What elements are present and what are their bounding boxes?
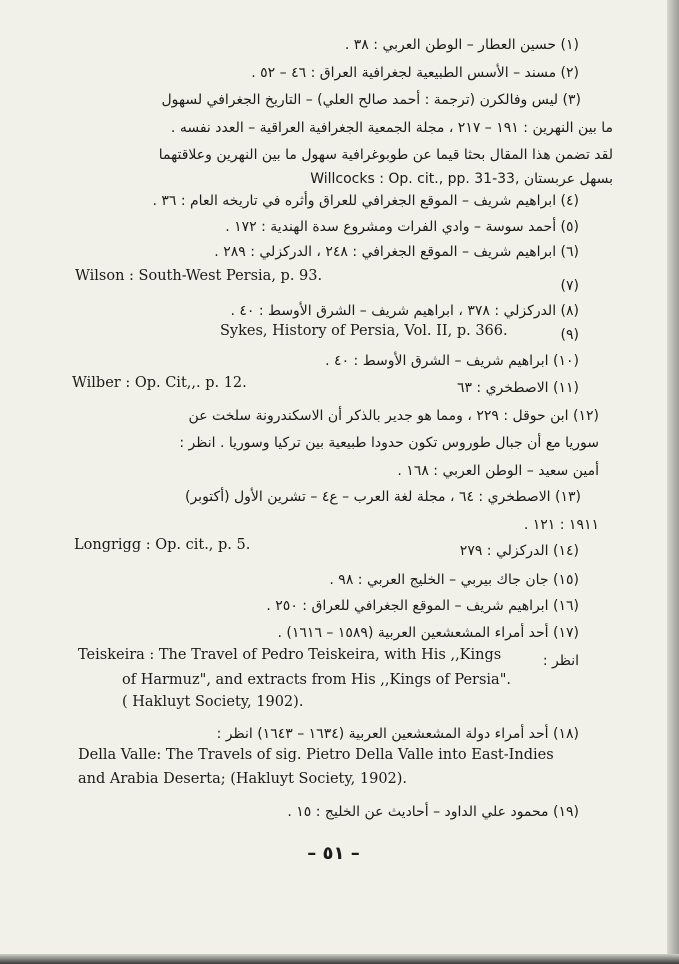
footnote-11-reference: Wilber : Op. Cit,,. p. 12. (72, 375, 247, 391)
footnote-6: (٦) ابراهيم شريف – الموقع الجغرافي : ٢٤٨ ، الدركزلي : ٢٨٩ . (214, 244, 579, 260)
footnote-4: (٤) ابراهيم شريف – الموقع الجغرافي للعراق وأثره في تاريخه العام : ٣٦ . (152, 193, 579, 209)
page-edge-shadow (667, 0, 679, 964)
footnote-2: (٢) مسند – الأسس الطبيعية لجغرافية العراق : ٤٦ – ٥٢ . (251, 65, 579, 81)
footnote-14-reference: Longrigg : Op. cit., p. 5. (74, 537, 251, 553)
page-bottom-shadow (0, 954, 679, 964)
footnote-9-number: (٩) (560, 327, 579, 343)
footnote-12-line-2: سوريا مع أن جبال طوروس تكون حدودا طبيعية بين تركيا وسوريا . انظر : (179, 435, 599, 451)
footnote-7-number: (٧) (560, 278, 579, 294)
footnote-17: (١٧) أحد أمراء المشعشعين العربية (١٥٨٩ – ١٦١٦) . (277, 625, 579, 641)
footnote-3-line-2: ما بين النهرين : ١٩١ – ٢١٧ ، مجلة الجمعية الجغرافية العراقية – العدد نفسه . (170, 120, 613, 136)
footnote-13-line-2: ١٩١١ : ١٢١ . (523, 517, 599, 533)
footnote-18: (١٨) أحد أمراء دولة المشعشعين العربية (١٦٣٤ – ١٦٤٣) انظر : (216, 726, 579, 742)
footnote-3-line-3: لقد تضمن هذا المقال بحثا قيما عن طوبوغرافية سهول ما بين النهرين وعلاقتهما (158, 147, 613, 163)
footnote-3-line-4: بسهل عربستان ,Willcocks : Op. cit., pp. 31-33 (310, 171, 613, 187)
footnote-14: (١٤) الدركزلي : ٢٧٩ (459, 543, 579, 559)
footnote-1: (١) حسين العطار – الوطن العربي : ٣٨ . (344, 37, 579, 53)
footnote-19: (١٩) محمود علي الداود – أحاديث عن الخليج : ١٥ . (287, 804, 579, 820)
footnote-12-line-3: أمين سعيد – الوطن العربي : ١٦٨ . (397, 463, 599, 479)
footnote-18-reference-line-1: Della Valle: The Travels of sig. Pietro Della Valle into East-Indies (78, 747, 554, 763)
page-number: – ٥١ – (307, 843, 360, 864)
footnote-17-reference-line-2: of Harmuz", and extracts from His ,,Kings of Persia". (122, 672, 511, 688)
footnote-9-reference: Sykes, History of Persia, Vol. II, p. 366. (220, 323, 508, 339)
footnote-12-line-1: (١٢) ابن حوقل : ٢٢٩ ، ومما هو جدير بالذكر أن الاسكندرونة سلخت عن (188, 408, 599, 424)
footnote-17-reference-line-3: ( Hakluyt Society, 1902). (122, 694, 304, 710)
footnote-15: (١٥) جان جاك بيربي – الخليج العربي : ٩٨ . (329, 572, 579, 588)
footnote-11: (١١) الاصطخري : ٦٣ (456, 380, 579, 396)
footnote-17-reference-line-1: Teiskeira : The Travel of Pedro Teiskeira, with His ,,Kings (78, 647, 502, 663)
footnote-5: (٥) أحمد سوسة – وادي الفرات ومشروع سدة الهندية : ١٧٢ . (225, 219, 579, 235)
footnote-18-reference-line-2: and Arabia Deserta; (Hakluyt Society, 1902). (78, 771, 408, 787)
footnote-3-line-1: (٣) ليس وفالكرن (ترجمة : أحمد صالح العلي) – التاريخ الجغرافي لسهول (161, 92, 581, 108)
footnote-16: (١٦) ابراهيم شريف – الموقع الجغرافي للعراق : ٢٥٠ . (266, 598, 579, 614)
footnote-8: (٨) الدركزلي : ٣٧٨ ، ابراهيم شريف – الشرق الأوسط : ٤٠ . (230, 303, 579, 319)
footnote-17-see: انظر : (542, 653, 579, 669)
footnote-10: (١٠) ابراهيم شريف – الشرق الأوسط : ٤٠ . (325, 353, 579, 369)
footnote-13-line-1: (١٣) الاصطخري : ٦٤ ، مجلة لغة العرب – ع٤ – تشرين الأول (أكتوبر) (184, 489, 581, 505)
footnote-7-reference: Wilson : South-West Persia, p. 93. (75, 268, 323, 284)
